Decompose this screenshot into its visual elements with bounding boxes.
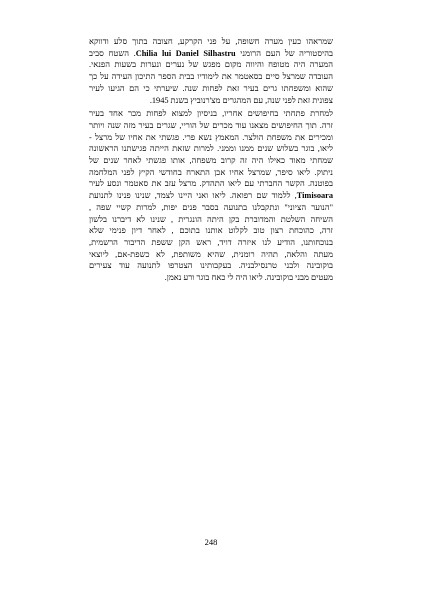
text-line: שהוא ומשפחתו גרים בעיר זאת לפחות שנה. שיערתי כי הם הגיעו לעיר [89, 83, 333, 93]
text-line: Timisoara, ללמוד שם רפואה. ליאו ואני היינו לצמד, שנינו פנינו לתנועת [89, 191, 333, 201]
text-line: המערה היה מטופח והיווה מקום מפגש של נערים ונערות בשעות הפנאי. [89, 60, 333, 70]
text-line: זרה. תוך החיפושים מצאנו עוד מכרים של הוריי, שגרים בעיר מזה שנה ויותר [89, 120, 333, 130]
page-number: 248 [204, 537, 218, 547]
text-line: ניתוק. ליאו סיפר, שמרצל אחיו אכן התארח בחודשי הקיץ לפני המלחמה [89, 167, 333, 177]
text-line: "הנוער הציוני" ונתקבלנו בתנועה בסבר פנים יפות, למרות קשיי שפה , [89, 202, 333, 212]
text-line: השיחה השלטת והמדוברת בקן היתה הונגרית , שנינו לא דיברנו בלשון [89, 214, 333, 224]
paragraph-1 [89, 36, 333, 106]
text-line: מעטים מבני בוקובינה. ליאו היה לי כאח בוגר ורע נאמן. [164, 273, 333, 283]
text-line: בנוכחותנו, הודיע לנו איזרה דויד, ראש הקן ששפת הדיבור הרשמית, [89, 237, 333, 247]
text-line: ומכירים את משפחת הולצר. המאמץ נשא פרי. פגשתי את אחיו של מרצל - [89, 132, 333, 142]
text-line: העובדה שמרצל סיים בסאטמר את לימודיו בבית הספר התיכון העידה על כך [89, 72, 333, 82]
text-line: ליאו, בוגר בשלוש שנים ממנו וממני. למרות שזאת הייתה פגישתנו הראשונה [89, 144, 333, 154]
text-line: שמראהו כעין מערה חשופה, על פני הקרקע, חצובה בתוך סלע ודווקא [89, 37, 333, 46]
text-line: בהיסטוריה של העם הרומני Chilia lui Daniel Silhastru. השטח סביב [89, 48, 333, 58]
text-line: למחרת פתחתי בחיפושים אחריו, בניסיון למצוא לפחות מכר אחד בעיר [89, 109, 333, 119]
text-line: שמחתי מאוד כאילו היה זה קרוב משפחה, אותו פגשתי לאחר שנים של [89, 156, 333, 166]
body-text [89, 36, 333, 284]
text-line: מעתה והלאה, תהיה רומנית, שהיא משותפת, לא כשפת-אם, ליוצאי [89, 249, 333, 259]
text-line: זרה, כהוכחת רצון טוב לקלוט אותנו בתוכם , לאחר דיון פנימי שלא [89, 226, 333, 236]
bold-name: Chilia lui Daniel Silhastru [135, 48, 236, 58]
text-line: בפוטנה. הקשר החברתי עם ליאו התהדק. מרצל עזב את סאטמר ונסע לעיר [89, 179, 333, 189]
bold-name: Timisoara [296, 191, 333, 201]
paragraph-2 [89, 108, 333, 284]
text-line: צפונית זאת לפני שנה, עם המהגרים מצ'רנוביץ בשנת 1945. [149, 95, 333, 105]
text-line: בוקובינה ולבני טרנסילבניה. בעקבותינו הצטרפו לתנועה עוד צעירים [89, 261, 333, 271]
